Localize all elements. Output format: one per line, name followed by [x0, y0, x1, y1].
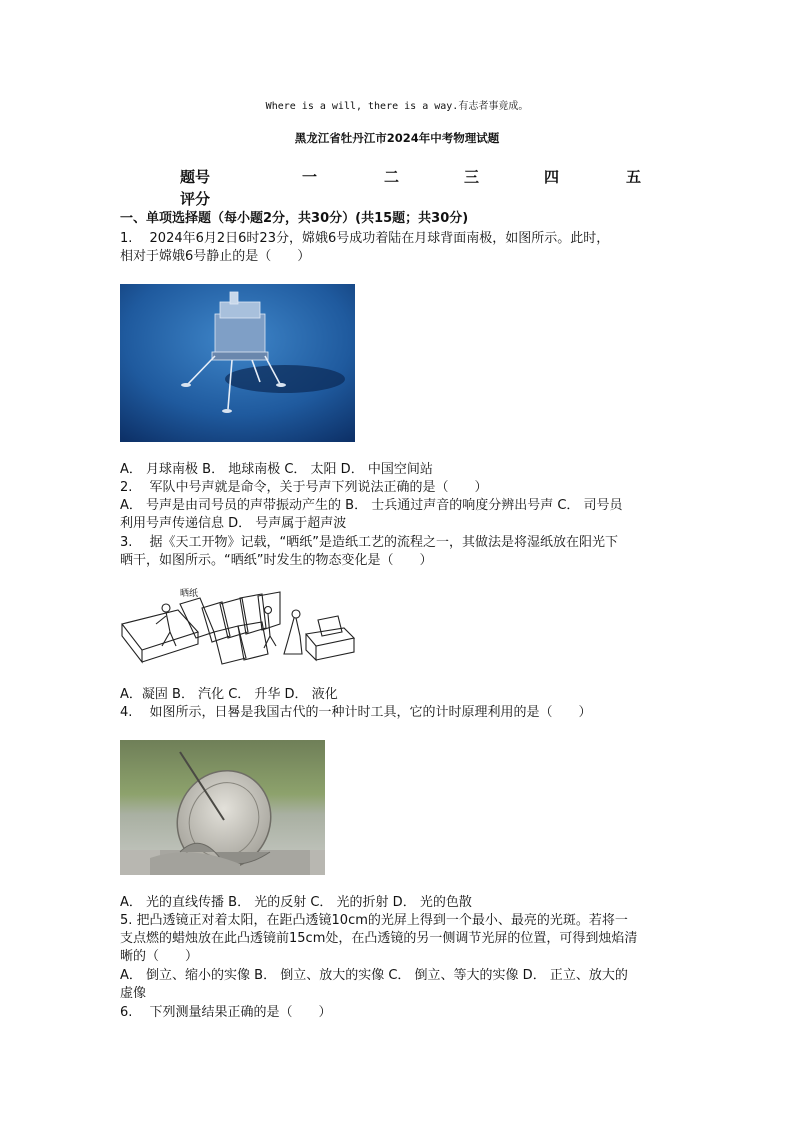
q4-stem-line-1: 4. 如图所示，日晷是我国古代的一种计时工具，它的计时原理利用的是（ ） — [120, 705, 592, 720]
q5-options-line-1: A． 倒立、缩小的实像 B． 倒立、放大的实像 C． 倒立、等大的实像 D． 正立、放大的 — [120, 968, 628, 983]
lunar-lander-image — [120, 284, 355, 442]
q3-stem-line-2: 晒干，如图所示。“晒纸”时发生的物态变化是（ ） — [120, 553, 433, 568]
section-heading: 一、单项选择题（每小题2分，共30分）(共15题；共30分) — [120, 211, 469, 226]
score-table-col-3: 三 — [464, 168, 480, 186]
sundial-image — [120, 740, 325, 875]
q5-stem-line-2: 支点燃的蜡烛放在此凸透镜前15cm处，在凸透镜的另一侧调节光屏的位置，可得到烛焰清 — [120, 931, 638, 946]
paper-drying-illustration — [118, 584, 363, 666]
q2-stem-line-1: 2. 军队中号声就是命令，关于号声下列说法正确的是（ ） — [120, 480, 488, 495]
q3-options: A．凝固 B． 汽化 C． 升华 D． 液化 — [120, 687, 338, 702]
q5-stem-line-1: 5. 把凸透镜正对着太阳，在距凸透镜10cm的光屏上得到一个最小、最亮的光斑。若将一 — [120, 913, 628, 928]
score-table-col-1: 一 — [302, 168, 318, 186]
q4-options: A． 光的直线传播 B． 光的反射 C． 光的折射 D． 光的色散 — [120, 895, 472, 910]
q1-stem-line-1: 1. 2024年6月2日6时23分，嫦娥6号成功着陆在月球背面南极，如图所示。此时， — [120, 231, 610, 246]
score-table-col-5: 五 — [626, 168, 642, 186]
page-title: 黑龙江省牡丹江市2024年中考物理试题 — [294, 131, 500, 145]
score-table-row-label-number: 题号 — [180, 168, 211, 186]
q2-options-line-2: 利用号声传递信息 D． 号声属于超声波 — [120, 516, 347, 531]
q2-options-line-1: A． 号声是由司号员的声带振动产生的 B． 士兵通过声音的响度分辨出号声 C． 司号员 — [120, 498, 623, 513]
q1-options: A． 月球南极 B． 地球南极 C． 太阳 D． 中国空间站 — [120, 462, 433, 477]
q6-stem-line-1: 6. 下列测量结果正确的是（ ） — [120, 1005, 332, 1020]
score-table-col-2: 二 — [384, 168, 400, 186]
q5-options-line-2: 虚像 — [120, 986, 147, 1001]
header-motto: Where is a will, there is a way.有志者事竟成。 — [265, 101, 529, 112]
q1-stem-line-2: 相对于嫦娥6号静止的是（ ） — [120, 249, 311, 264]
score-table-col-4: 四 — [544, 168, 560, 186]
paper-drying-label: 晒纸 — [180, 589, 199, 599]
q5-stem-line-3: 晰的（ ） — [120, 949, 199, 964]
q3-stem-line-1: 3. 据《天工开物》记载，“晒纸”是造纸工艺的流程之一，其做法是将湿纸放在阳光下 — [120, 535, 619, 550]
score-table-row-label-score: 评分 — [180, 190, 211, 208]
